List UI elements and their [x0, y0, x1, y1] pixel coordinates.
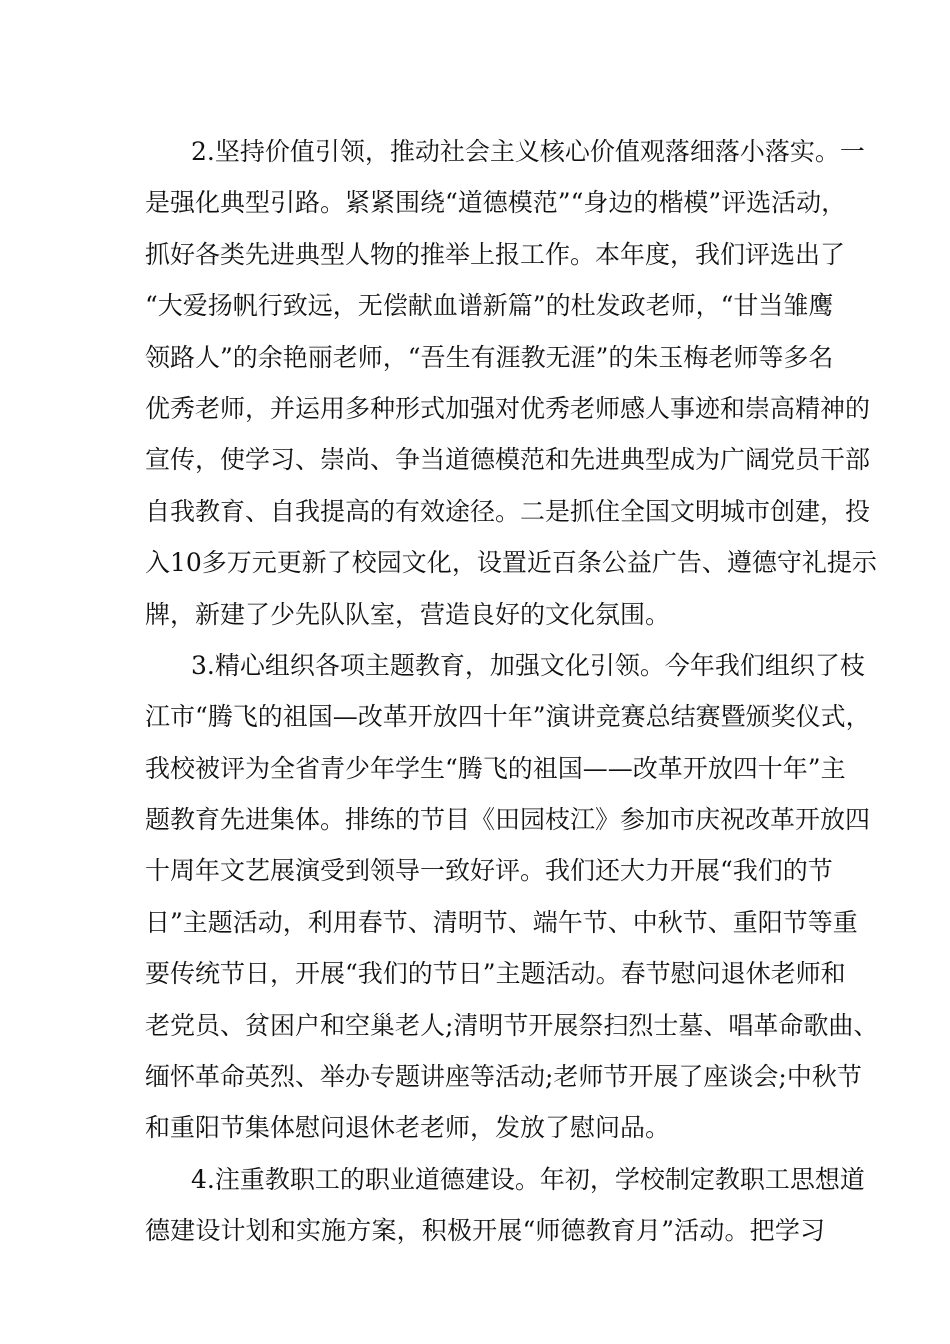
paragraph-2-line-3: 抓好各类先进典型人物的推举上报工作。本年度，我们评选出了 [145, 239, 846, 269]
paragraph-3-line-5: 十周年文艺展演受到领导一致好评。我们还大力开展“我们的节 [145, 856, 833, 886]
paragraph-4-line-2: 德建设计划和实施方案，积极开展“师德教育月”活动。把学习 [145, 1216, 825, 1246]
paragraph-2-line-9: 入10多万元更新了校园文化，设置近百条公益广告、遵德守礼提示 [145, 548, 877, 578]
paragraph-3-line-10: 和重阳节集体慰问退休老老师，发放了慰问品。 [145, 1113, 671, 1143]
paragraph-2-line-7: 宣传，使学习、崇尚、争当道德模范和先进典型成为广阔党员干部 [145, 445, 871, 475]
paragraph-3-line-2: 江市“腾飞的祖国—改革开放四十年”演讲竞赛总结赛暨颁奖仪式， [145, 702, 871, 732]
paragraph-3-line-1: 3.精心组织各项主题教育，加强文化引领。今年我们组织了枝 [191, 650, 865, 680]
paragraph-3-line-7: 要传统节日，开展“我们的节日”主题活动。春节慰问退休老师和 [145, 959, 846, 989]
paragraph-3-line-3: 我校被评为全省青少年学生“腾飞的祖国——改革开放四十年”主 [145, 753, 846, 783]
paragraph-2-line-2: 是强化典型引路。紧紧围绕“道德模范”“身边的楷模”评选活动， [145, 188, 847, 218]
paragraph-3-line-8: 老党员、贫困户和空巢老人;清明节开展祭扫烈士墓、唱革命歌曲、 [145, 1010, 879, 1040]
document-body [145, 126, 879, 1257]
paragraph-3-line-6: 日”主题活动，利用春节、清明节、端午节、中秋节、重阳节等重 [145, 907, 858, 937]
paragraph-2-line-8: 自我教育、自我提高的有效途径。二是抓住全国文明城市创建，投 [145, 496, 871, 526]
paragraph-2-line-10: 牌，新建了少先队队室，营造良好的文化氛围。 [145, 599, 671, 629]
paragraph-3-line-9: 缅怀革命英烈、举办专题讲座等活动;老师节开展了座谈会;中秋节 [145, 1062, 862, 1092]
paragraph-3-line-4: 题教育先进集体。排练的节目《田园枝江》参加市庆祝改革开放四 [145, 805, 871, 835]
paragraph-2-line-6: 优秀老师，并运用多种形式加强对优秀老师感人事迹和崇高精神的 [145, 393, 871, 423]
paragraph-4-line-1: 4.注重教职工的职业道德建设。年初，学校制定教职工思想道 [191, 1164, 865, 1194]
paragraph-2-line-1: 2.坚持价值引领，推动社会主义核心价值观落细落小落实。一 [191, 137, 865, 166]
paragraph-2-line-4: “大爱扬帆行致远，无偿献血谱新篇”的杜发政老师，“甘当雏鹰 [145, 291, 834, 321]
paragraph-2-line-5: 领路人”的余艳丽老师，“吾生有涯教无涯”的朱玉梅老师等多名 [145, 342, 834, 372]
